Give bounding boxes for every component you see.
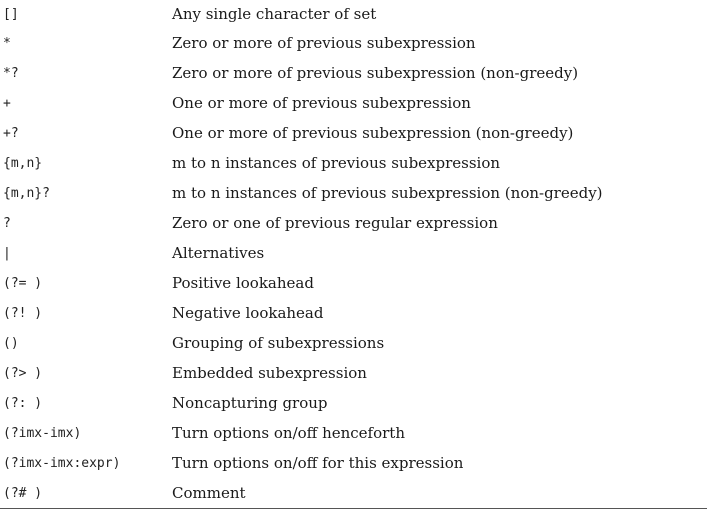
syntax-cell: (?imx-imx) xyxy=(3,425,82,441)
table-row xyxy=(0,388,707,418)
syntax-cell: *? xyxy=(3,65,19,81)
table-row xyxy=(0,58,707,88)
table-row xyxy=(0,0,707,28)
table-row xyxy=(0,178,707,208)
syntax-cell: [] xyxy=(3,6,19,22)
description-cell: One or more of previous subexpression (non-greedy) xyxy=(172,124,574,142)
description-cell: Zero or more of previous subexpression xyxy=(172,34,476,52)
description-cell: Turn options on/off henceforth xyxy=(172,424,405,442)
table-row xyxy=(0,88,707,118)
description-cell: Grouping of subexpressions xyxy=(172,334,385,352)
description-cell: Embedded subexpression xyxy=(172,364,367,382)
table-row xyxy=(0,478,707,508)
syntax-cell: {m,n}? xyxy=(3,185,50,201)
syntax-cell: ? xyxy=(3,215,11,231)
syntax-cell: (?= ) xyxy=(3,275,43,291)
description-cell: One or more of previous subexpression xyxy=(172,94,471,112)
syntax-cell: + xyxy=(3,95,11,111)
syntax-cell: (?imx-imx:expr) xyxy=(3,455,121,471)
syntax-cell: {m,n} xyxy=(3,155,43,171)
description-cell: Zero or one of previous regular expression xyxy=(172,214,498,232)
description-cell: Positive lookahead xyxy=(172,274,314,292)
description-cell: m to n instances of previous subexpression (non-greedy) xyxy=(172,184,603,202)
description-cell: Alternatives xyxy=(172,244,265,262)
table-row xyxy=(0,148,707,178)
table-row xyxy=(0,298,707,328)
description-cell: m to n instances of previous subexpression xyxy=(172,154,501,172)
table-row xyxy=(0,418,707,448)
syntax-cell: (?# ) xyxy=(3,485,43,501)
description-cell: Comment xyxy=(172,484,246,502)
description-cell: Negative lookahead xyxy=(172,304,324,322)
table-row xyxy=(0,208,707,238)
description-cell: Any single character of set xyxy=(172,5,377,23)
syntax-cell: * xyxy=(3,35,11,51)
syntax-cell: (?! ) xyxy=(3,305,43,321)
syntax-cell: (?: ) xyxy=(3,395,43,411)
table-row xyxy=(0,118,707,148)
description-cell: Noncapturing group xyxy=(172,394,328,412)
syntax-cell: (?> ) xyxy=(3,365,43,381)
table-row xyxy=(0,238,707,268)
table-row xyxy=(0,448,707,478)
table-row xyxy=(0,328,707,358)
description-cell: Zero or more of previous subexpression (non-greedy) xyxy=(172,64,579,82)
syntax-cell: +? xyxy=(3,125,19,141)
table-row xyxy=(0,28,707,58)
table-bottom-rule xyxy=(0,508,707,509)
description-cell: Turn options on/off for this expression xyxy=(172,454,464,472)
table-row xyxy=(0,358,707,388)
syntax-cell: | xyxy=(3,245,11,261)
syntax-cell: () xyxy=(3,335,19,351)
table-row xyxy=(0,268,707,298)
